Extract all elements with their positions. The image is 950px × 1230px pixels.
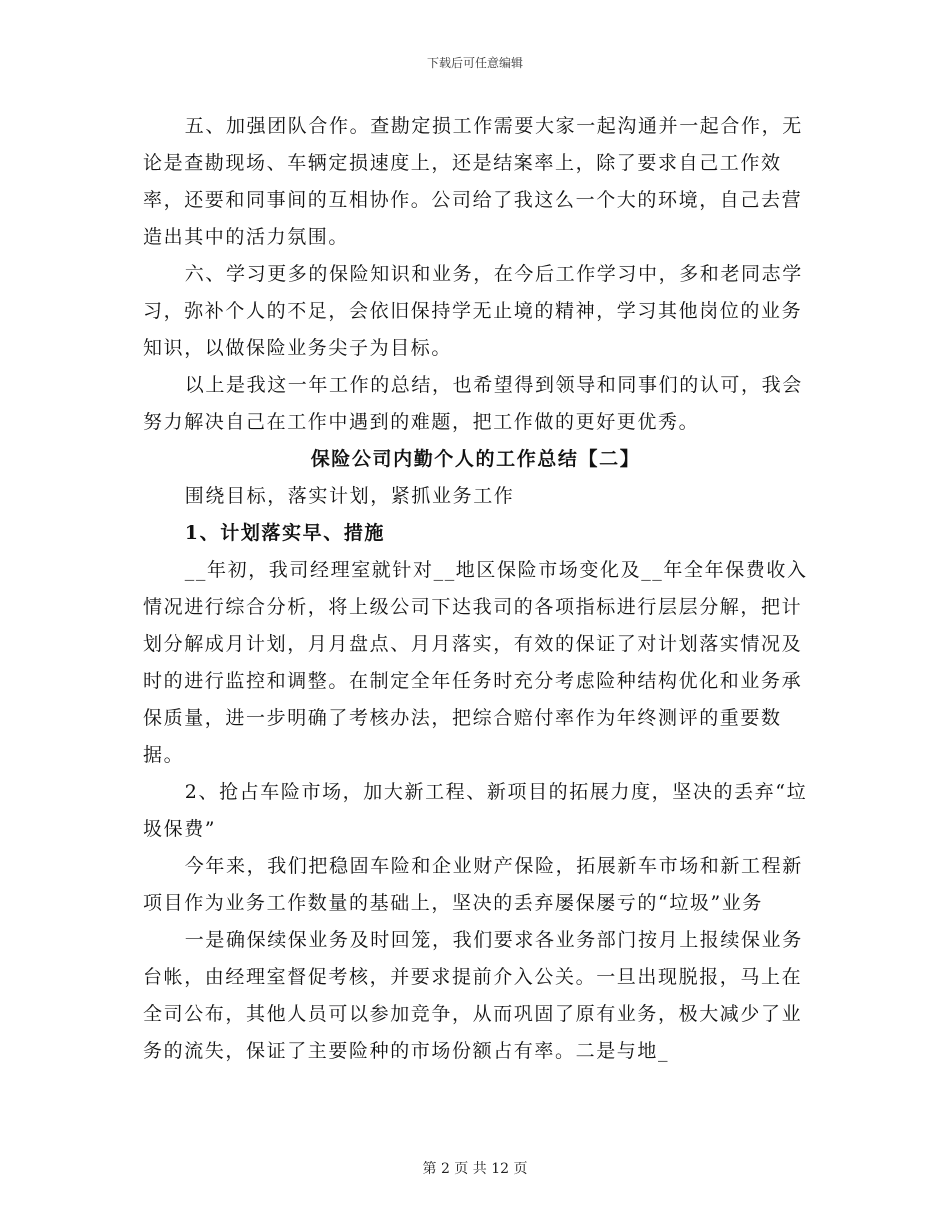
document-body [143, 108, 808, 1070]
paragraph-renewal: 一是确保续保业务及时回笼，我们要求各业务部门按月上报续保业务台帐，由经理室督促考核，并要求提前介入公关。一旦出现脱报，马上在全司公布，其他人员可以参加竞争，从而巩固了原有业务，极大减少了业务的流失，保证了主要险种的市场份额占有率。二是与地_ [143, 929, 803, 1062]
paragraph-conclusion: 以上是我这一年工作的总结，也希望得到领导和同事们的认可，我会努力解决自己在工作中遇到的难题，把工作做的更好更优秀。 [143, 374, 803, 433]
page-header: 下载后可任意编辑 [426, 56, 523, 70]
paragraph-teamwork: 五、加强团队合作。查勘定损工作需要大家一起沟通并一起合作，无论是查勘现场、车辆定损速度上，还是结案率上，除了要求自己工作效率，还要和同事间的互相协作。公司给了我这么一个大的环境，自己去营造出其中的活力氛围。 [143, 115, 803, 248]
paragraph-car-insurance-heading: 2、抢占车险市场，加大新工程、新项目的拓展力度，坚决的丢弃“垃圾保费” [143, 781, 808, 840]
subheading-plan: 1、计划落实早、措施 [184, 522, 386, 544]
paragraph-this-year: 今年来，我们把稳固车险和企业财产保险，拓展新车市场和新工程新项目作为业务工作数量的基础上，坚决的丢弃屡保屡亏的“垃圾”业务 [143, 855, 803, 914]
paragraph-annual-plan: __年初，我司经理室就针对__地区保险市场变化及__年全年保费收入情况进行综合分析，将上级公司下达我司的各项指标进行层层分解，把计划分解成月计划，月月盘点、月月落实，有效的保证了对计划落实情况及时的进行监控和调整。在制定全年任务时充分考虑险种结构优化和业务承保质量，进一步明确了考核办法，把综合赔付率作为年终测评的重要数据。 [143, 559, 808, 766]
section-title: 保险公司内勤个人的工作总结【二】 [310, 448, 641, 470]
paragraph-learning: 六、学习更多的保险知识和业务，在今后工作学习中，多和老同志学习，弥补个人的不足，会依旧保持学无止境的精神，学习其他岗位的业务知识，以做保险业务尖子为目标。 [143, 263, 803, 359]
page-footer: 第 2 页 共 12 页 [422, 1161, 528, 1177]
intro-line: 围绕目标，落实计划，紧抓业务工作 [184, 485, 515, 507]
